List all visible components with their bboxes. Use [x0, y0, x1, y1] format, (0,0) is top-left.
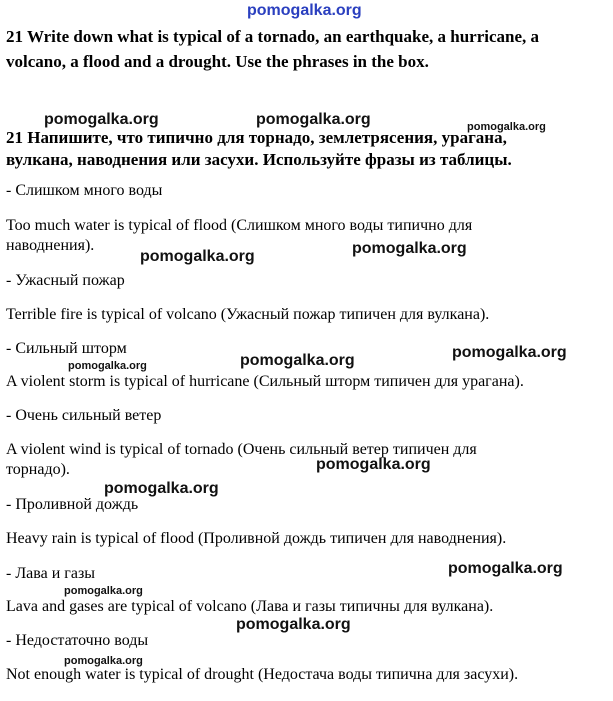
task-en-line-1: 21 Write down what is typical of a tornado, an earthquake, a hurricane, a — [6, 27, 540, 46]
watermark: pomogalka.org — [104, 480, 219, 497]
watermark: pomogalka.org — [448, 560, 563, 577]
phrase-7: - Недостаточно воды — [6, 632, 149, 649]
watermark: pomogalka.org — [467, 121, 546, 133]
answer-7-line-1: Not enough water is typical of drought (Недостача воды типична для засухи). — [6, 666, 519, 683]
watermark: pomogalka.org — [68, 360, 147, 372]
answer-3-line-1: A violent storm is typical of hurricane (Сильный шторм типичен для урагана). — [6, 373, 524, 390]
watermark: pomogalka.org — [44, 111, 159, 128]
watermark: pomogalka.org — [64, 655, 143, 667]
task-ru-line-1: 21 Напишите, что типично для торнадо, землетрясения, урагана, — [6, 128, 507, 147]
watermark: pomogalka.org — [140, 248, 255, 265]
answer-1-line-2: наводнения). — [6, 237, 95, 254]
task-en-line-2: volcano, a flood and a drought. Use the phrases in the box. — [6, 52, 429, 71]
phrase-5: - Проливной дождь — [6, 496, 139, 513]
task-ru-line-2: вулкана, наводнения или засухи. Используйте фразы из таблицы. — [6, 150, 512, 169]
watermark: pomogalka.org — [236, 616, 351, 633]
watermark: pomogalka.org — [352, 240, 467, 257]
watermark: pomogalka.org — [64, 585, 143, 597]
answer-1-line-1: Too much water is typical of flood (Слишком много воды типично для — [6, 217, 473, 234]
phrase-3: - Сильный шторм — [6, 340, 127, 357]
watermark: pomogalka.org — [452, 344, 567, 361]
answer-2-line-1: Terrible fire is typical of volcano (Ужасный пожар типичен для вулкана). — [6, 306, 490, 323]
answer-4-line-2: торнадо). — [6, 461, 70, 478]
header-watermark: pomogalka.org — [247, 2, 362, 19]
phrase-2: - Ужасный пожар — [6, 272, 125, 289]
phrase-6: - Лава и газы — [6, 565, 96, 582]
watermark: pomogalka.org — [240, 352, 355, 369]
watermark: pomogalka.org — [316, 456, 431, 473]
answer-4-line-1: A violent wind is typical of tornado (Очень сильный ветер типичен для — [6, 441, 477, 458]
watermark: pomogalka.org — [256, 111, 371, 128]
answer-5-line-1: Heavy rain is typical of flood (Проливной дождь типичен для наводнения). — [6, 530, 507, 547]
phrase-4: - Очень сильный ветер — [6, 407, 162, 424]
phrase-1: - Слишком много воды — [6, 182, 163, 199]
answer-6-line-1: Lava and gases are typical of volcano (Лава и газы типичны для вулкана). — [6, 598, 494, 615]
